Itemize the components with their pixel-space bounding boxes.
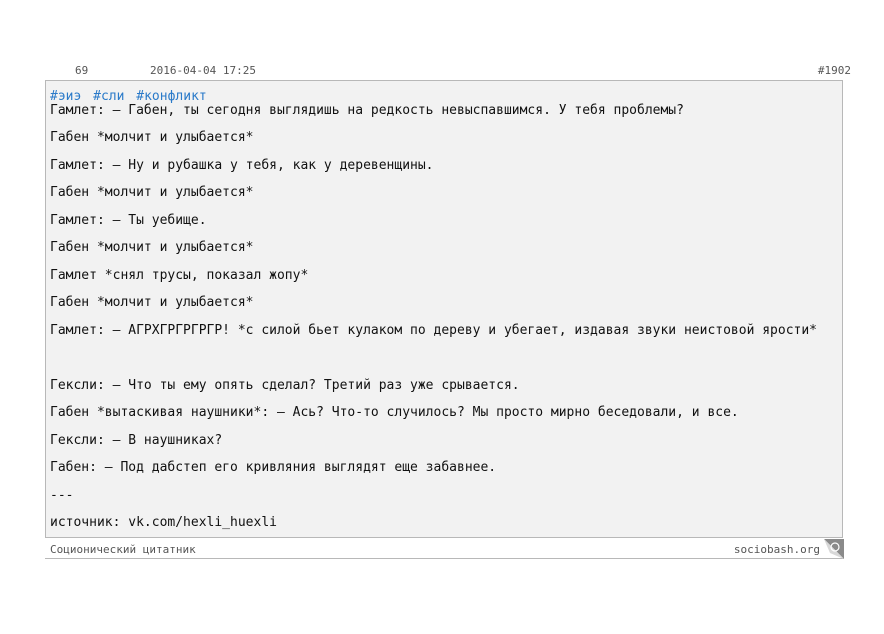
quote-line: Габен *молчит и улыбается* <box>50 130 254 145</box>
quote-line: Гамлет *снял трусы, показал жопу* <box>50 268 309 283</box>
quote-meta <box>45 64 851 80</box>
quote-line: Габен *молчит и улыбается* <box>50 240 254 255</box>
site-url-link[interactable]: sociobash.org <box>733 543 820 556</box>
tag-sli[interactable]: #сли <box>93 89 125 104</box>
quote-line: Габен *молчит и улыбается* <box>50 185 254 200</box>
quote-line: Гамлет: – Ты уебище. <box>50 213 207 228</box>
quote-rating: 69 <box>75 64 89 77</box>
quote-line: Габен: – Под дабстеп его кривляния выглядят еще забавнее. <box>50 460 497 475</box>
site-name: Соционический цитатник <box>50 543 196 556</box>
quote-line: Гамлет: – АГРХГРГРГРГР! *с силой бьет кулаком по дереву и убегает, издавая звуки неистовой ярости* <box>50 323 818 338</box>
quote-source: источник: vk.com/hexli_huexli <box>50 515 277 530</box>
quote-date: 2016-04-04 17:25 <box>150 64 256 77</box>
quote-line: Габен *вытаскивая наушники*: – Ась? Что-то случилось? Мы просто мирно беседовали, и все. <box>50 405 739 420</box>
page-curl-icon <box>824 539 844 559</box>
tag-eie[interactable]: #эиэ <box>50 89 82 104</box>
tag-list <box>50 89 211 104</box>
quote-line: Гексли: – В наушниках? <box>50 433 223 448</box>
quote-line: Гамлет: – Ну и рубашка у тебя, как у деревенщины. <box>50 158 434 173</box>
footer-bar <box>45 539 844 559</box>
quote-line: Гамлет: – Габен, ты сегодня выглядишь на редкость невыспавшимся. У тебя проблемы? <box>50 103 684 118</box>
quote-box <box>45 80 843 538</box>
quote-line: Гексли: – Что ты ему опять сделал? Третий раз уже срывается. <box>50 378 520 393</box>
quote-line: Габен *молчит и улыбается* <box>50 295 254 310</box>
quote-separator: --- <box>50 488 74 503</box>
quote-number-link[interactable]: #1902 <box>817 64 851 77</box>
tag-conflict[interactable]: #конфликт <box>136 89 207 104</box>
